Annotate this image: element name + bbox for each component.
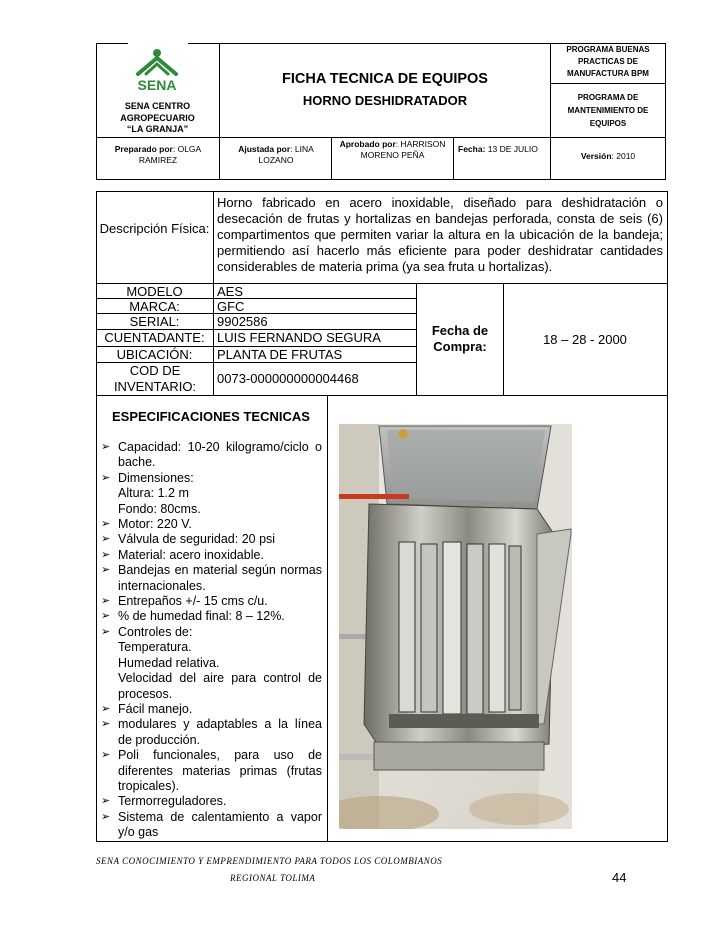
bullet-arrow-icon: ➢ (101, 795, 111, 808)
spec-item: ➢ Entrepaños +/- 15 cms c/u. (101, 594, 268, 609)
field-label-serial: SERIAL: (129, 314, 180, 329)
oven-photo (339, 424, 572, 829)
header-table (96, 43, 666, 180)
field-value-custodian: LUIS FERNANDO SEGURA (217, 330, 381, 345)
spec-item: ➢ Válvula de seguridad: 20 psi (101, 532, 276, 547)
field-value-location: PLANTA DE FRUTAS (217, 347, 343, 362)
page-title: FICHA TECNICA DE EQUIPOS (282, 71, 488, 87)
field-value-model: AES (217, 284, 244, 299)
spec-subitem: Temperatura. (118, 640, 192, 655)
spec-item: ➢ Controles de: (101, 624, 193, 639)
logo-text: SENA (137, 77, 177, 93)
spec-item: ➢ Poli funcionales, para uso de diferentes materias primas (frutas tropicales). (101, 748, 322, 793)
description-label: Descripción Física: (99, 221, 210, 236)
bullet-arrow-icon: ➢ (101, 718, 111, 731)
bullet-arrow-icon: ➢ (101, 471, 111, 484)
version: Versión: 2010 (580, 151, 636, 161)
spec-item: ➢ Motor: 220 V. (101, 517, 192, 532)
spec-item: ➢ Material: acero inoxidable. (101, 547, 264, 562)
adjusted-by: Ajustada por: LINA LOZANO (238, 144, 314, 165)
spec-item: ➢ Bandejas en material según normas internacionales. (101, 563, 322, 593)
spec-subitem: Humedad relativa. (118, 655, 220, 670)
bullet-arrow-icon: ➢ (101, 595, 111, 608)
spec-subitem: Velocidad del aire para control de procesos. (118, 671, 322, 701)
bullet-arrow-icon: ➢ (101, 548, 111, 561)
specs-title: ESPECIFICACIONES TECNICAS (112, 409, 310, 424)
approved-by: Aprobado por: HARRISON MORENO PEÑA (339, 139, 446, 160)
spec-item: ➢ Dimensiones: (101, 470, 194, 485)
bullet-arrow-icon: ➢ (101, 625, 111, 638)
page-number: 44 (612, 870, 627, 885)
spec-item: ➢ Sistema de calentamiento a vapor y/o gas (101, 809, 322, 840)
bullet-arrow-icon: ➢ (101, 441, 111, 453)
footer-slogan: SENA CONOCIMIENTO Y EMPRENDIMIENTO PARA TODOS LOS COLOMBIANOS (96, 856, 443, 866)
field-label-brand: MARCA: (129, 299, 180, 314)
page-subtitle: HORNO DESHIDRATADOR (302, 93, 468, 108)
bullet-arrow-icon: ➢ (101, 702, 111, 715)
bullet-arrow-icon: ➢ (101, 610, 111, 623)
description-text: Horno fabricado en acero inoxidable, diseñado para deshidratación o desecación de frutas y hortalizas en bandejas perforada, consta de seis (6) compartimentos que permiten variar la altura en la ubicación de la bandeja; permitiendo así hacerlo más eficiente para poder deshidratar cantidades considerables de materia prima (ya sea fruta u hortalizas). (217, 195, 663, 274)
spec-item: ➢ Capacidad: 10-20 kilogramo/ciclo o bache. (101, 440, 322, 470)
spec-item: ➢ % de humedad final: 8 – 12%. (101, 609, 285, 624)
field-label-model: MODELO (126, 284, 183, 299)
spec-subitem: Altura: 1.2 m (118, 486, 189, 501)
field-label-location: UBICACIÓN: (116, 347, 193, 362)
bullet-arrow-icon: ➢ (101, 564, 111, 577)
bullet-arrow-icon: ➢ (101, 518, 111, 531)
purchase-date-value: 18 – 28 - 2000 (543, 332, 627, 347)
bullet-arrow-icon: ➢ (101, 810, 111, 823)
specs-list (98, 440, 322, 841)
field-label-custodian: CUENTADANTE: (104, 330, 205, 345)
field-label-inventory: COD DE INVENTARIO: (113, 363, 197, 394)
sena-logo (124, 46, 190, 98)
date: Fecha: 13 DE JULIO (458, 144, 538, 154)
spec-subitem: Fondo: 80cms. (118, 501, 201, 516)
equipment-table (96, 191, 668, 842)
purchase-date-label: Fecha de Compra: (431, 323, 489, 354)
spec-item: ➢ Termorreguladores. (101, 794, 227, 809)
field-value-inventory: 0073-000000000004468 (217, 371, 359, 386)
bullet-arrow-icon: ➢ (101, 749, 111, 762)
center-name: SENA CENTRO AGROPECUARIO “LA GRANJA” (120, 101, 195, 134)
maintenance-program: PROGRAMA DE MANTENIMIENTO DE EQUIPOS (567, 93, 649, 128)
field-value-serial: 9902586 (217, 314, 268, 329)
spec-item: ➢ Fácil manejo. (101, 701, 193, 716)
bpm-program: PROGRAMA BUENAS PRACTICAS DE MANUFACTURA BPM (566, 45, 650, 78)
footer-region: REGIONAL TOLIMA (230, 873, 316, 883)
spec-item: ➢ modulares y adaptables a la línea de producción. (101, 717, 322, 747)
field-value-brand: GFC (217, 299, 245, 314)
bullet-arrow-icon: ➢ (101, 533, 111, 546)
prepared-by: Preparado por: OLGA RAMIREZ (114, 144, 202, 165)
